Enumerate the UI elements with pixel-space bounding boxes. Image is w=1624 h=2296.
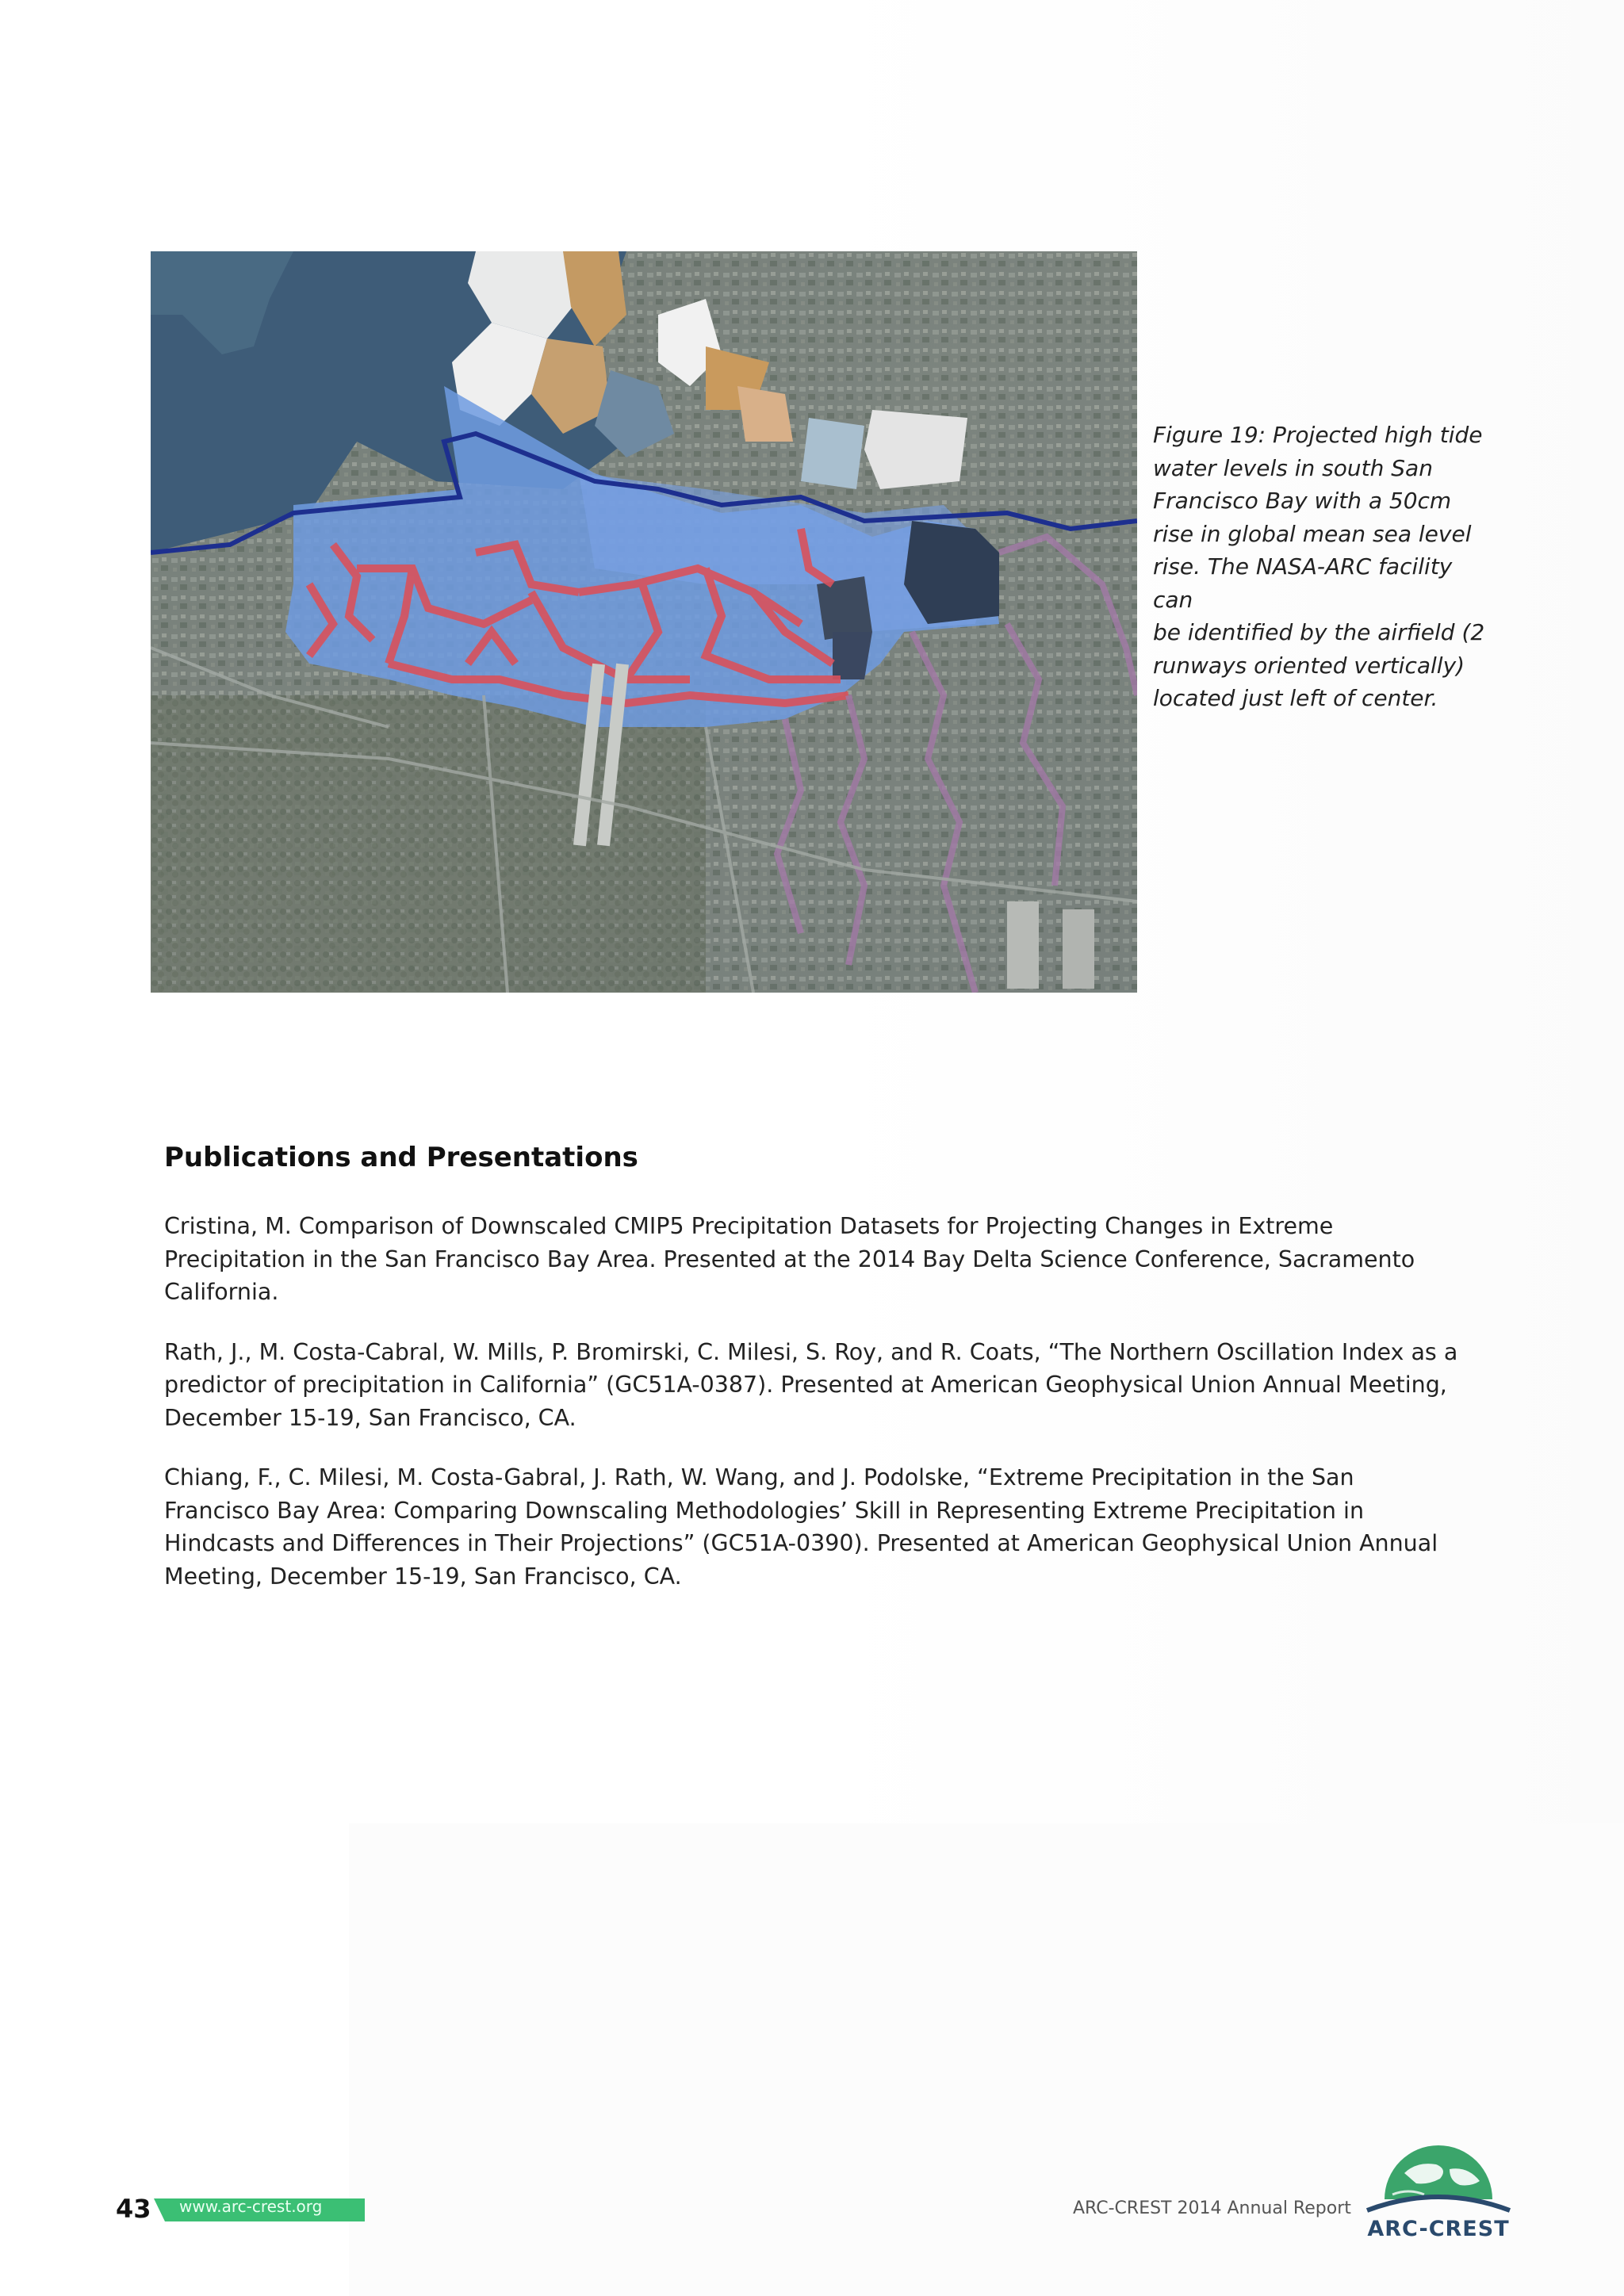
publications-heading: Publications and Presentations <box>164 1142 638 1173</box>
page-number: 43 <box>116 2194 151 2224</box>
map-image <box>151 251 1137 993</box>
reference-item: Chiang, F., C. Milesi, M. Costa-Gabral, J. Rath, W. Wang, and J. Podolske, “Extreme Precipitation in the San Francisco Bay Area: Comparing Downscaling Methodologies’ Skill in Representing Extreme Precipitation in Hindcasts and Differences in Their Projections” (GC51A-0390). Presented at American Geophysical Union Annual Meeting, December 15-19, San Francisco, CA. <box>164 1464 1438 1590</box>
report-title: ARC-CREST 2014 Annual Report <box>1073 2198 1351 2218</box>
reference-item: Rath, J., M. Costa-Cabral, W. Mills, P. Bromirski, C. Milesi, S. Roy, and R. Coats, “The Northern Oscillation Index as a predictor of precipitation in California” (GC51A-0387). Presented at American Geophysical Union Annual Meeting, December 15-19, San Francisco, CA. <box>164 1338 1458 1431</box>
website-link[interactable]: www.arc-crest.org <box>179 2197 323 2216</box>
figure-caption: Figure 19: Projected high tide water levels in south San Francisco Bay with a 50cm rise in global mean sea level rise. The NASA-ARC facility can be identified by the airfield (2 runways oriented vertically) located just left of center. <box>1153 422 1485 711</box>
reference-list <box>164 1210 1465 1620</box>
reference-item: Cristina, M. Comparison of Downscaled CMIP5 Precipitation Datasets for Projecting Changes in Extreme Precipitation in the San Francisco Bay Area. Presented at the 2014 Bay Delta Science Conference, Sacramento California. <box>164 1213 1415 1305</box>
logo-text: ARC-CREST <box>1367 2217 1510 2241</box>
sea-level-map-figure <box>151 251 1137 993</box>
